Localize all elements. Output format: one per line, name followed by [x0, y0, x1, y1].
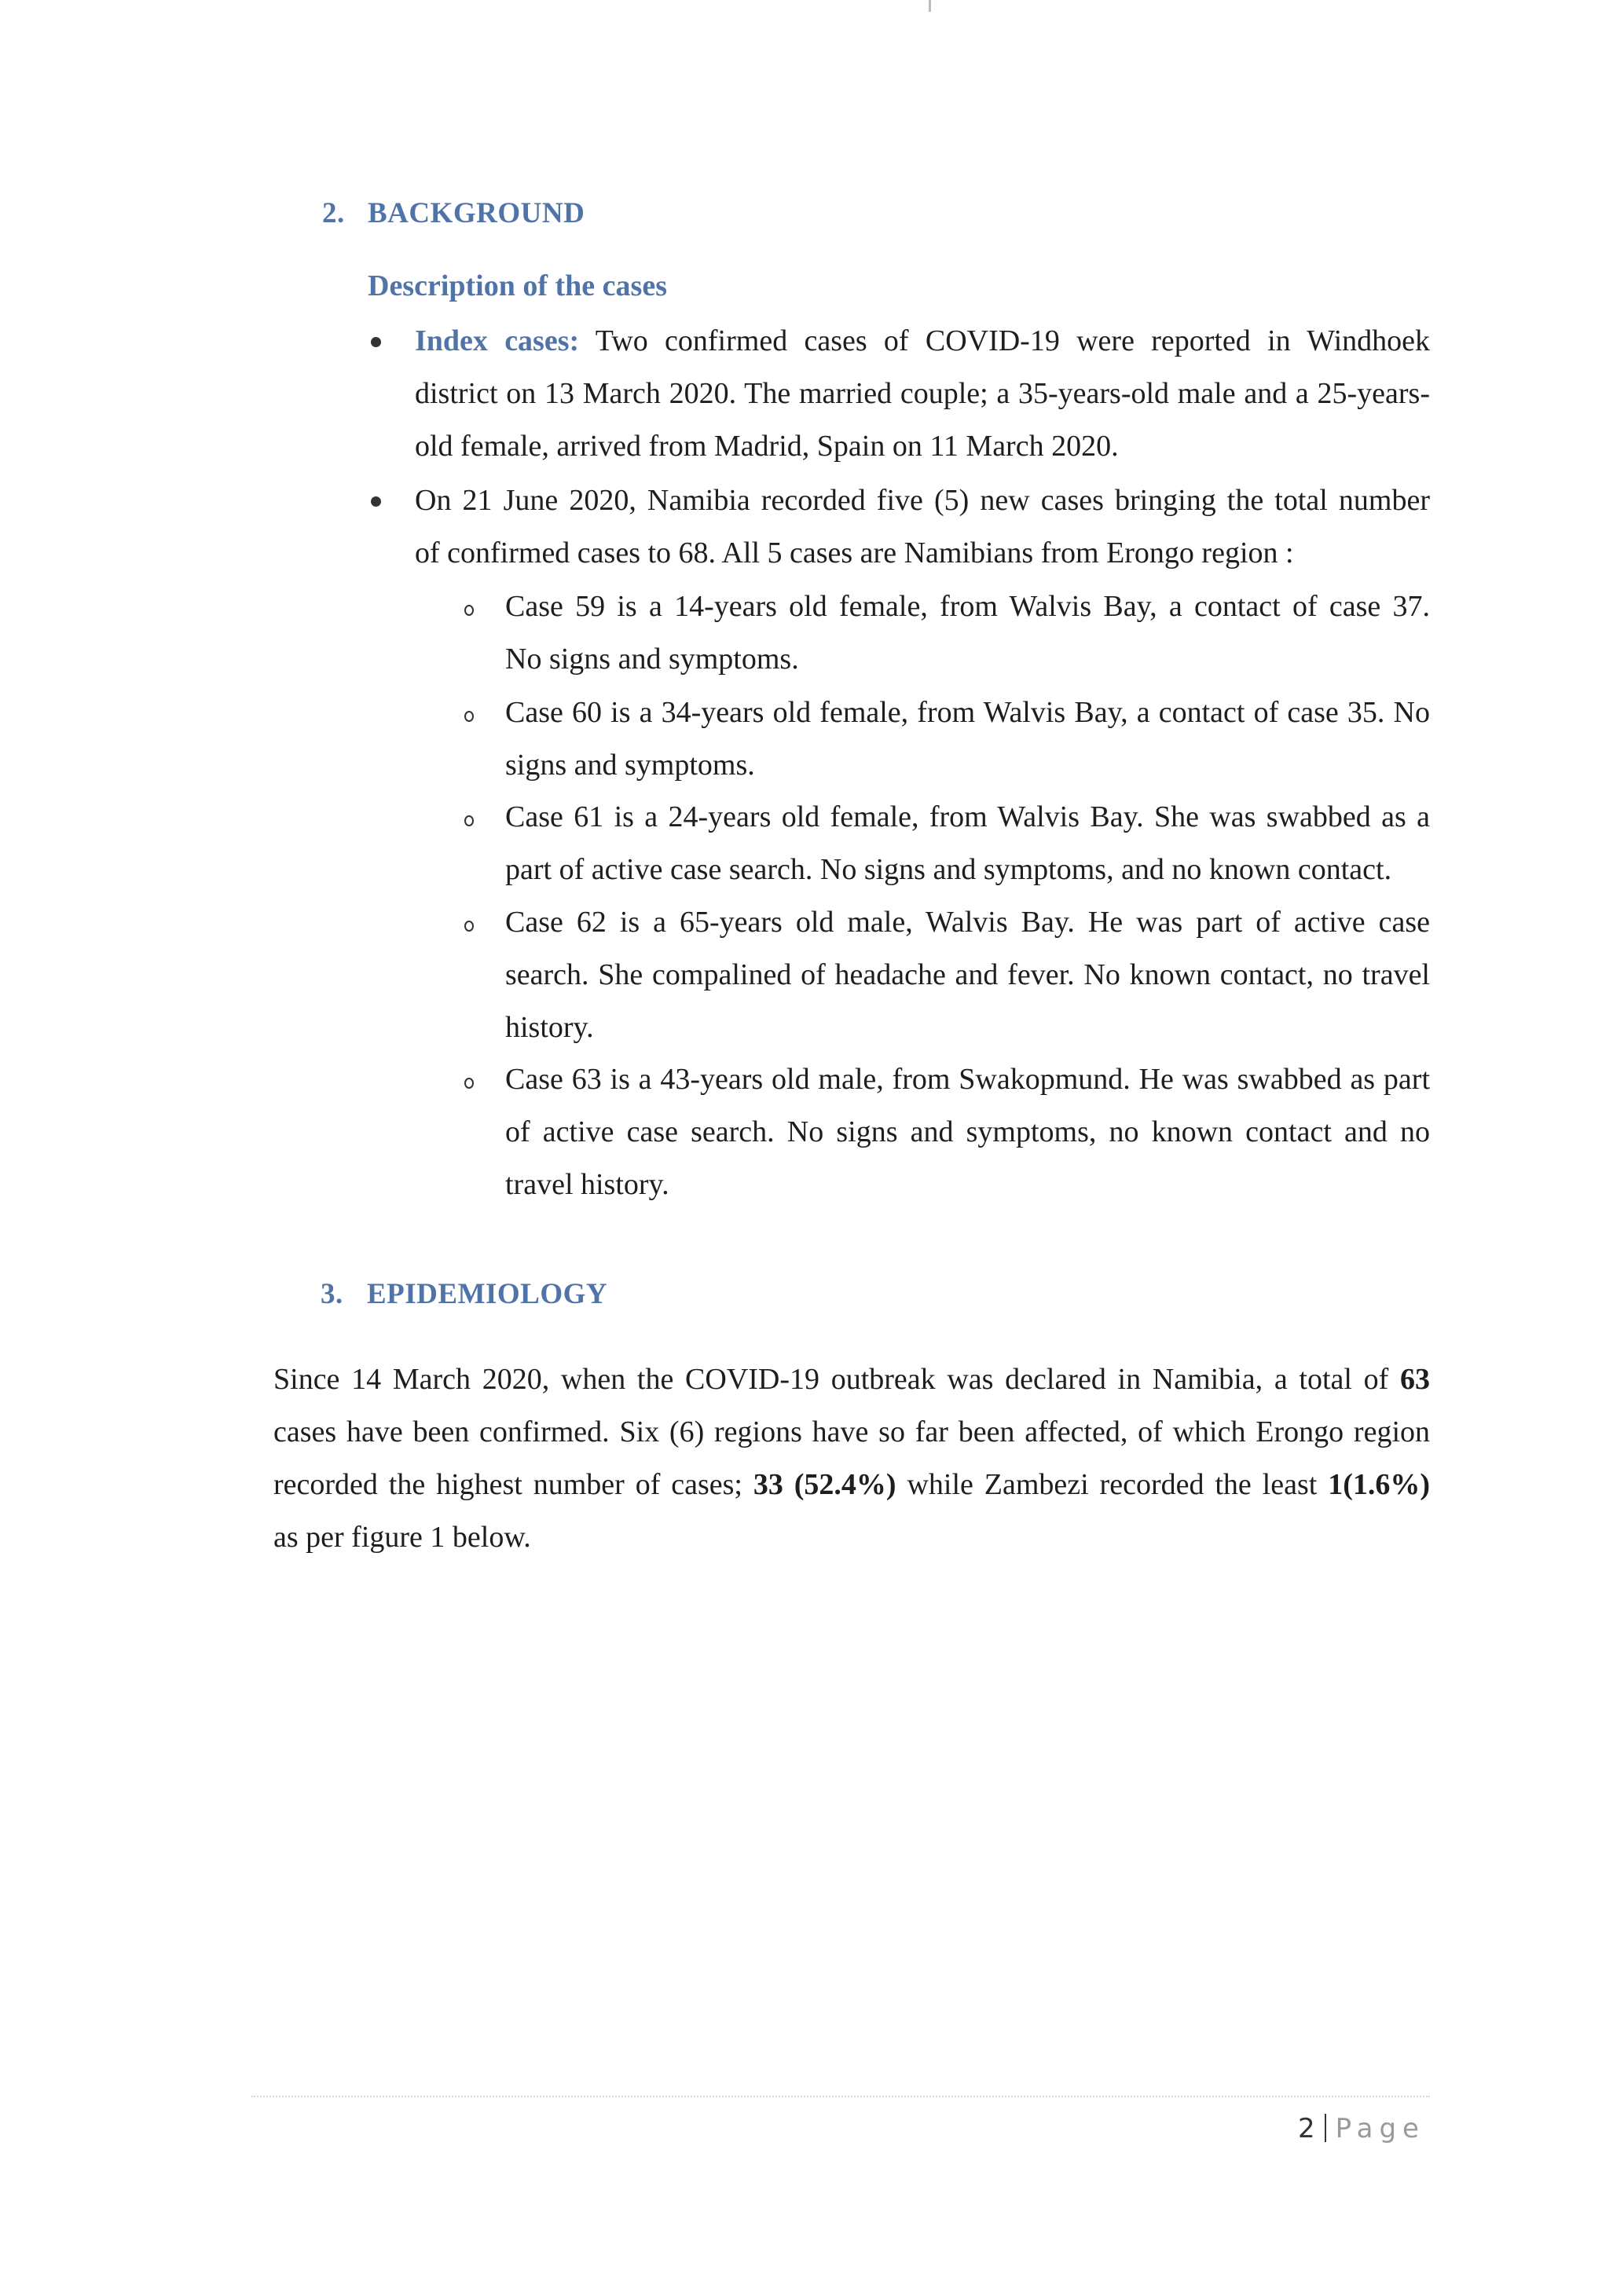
new-cases-line-1: On 21 June 2020, Namibia recorded five (5) new cases bringing the total number: [415, 484, 1430, 517]
scan-artifact: [929, 0, 931, 12]
index-cases-line-2: district on 13 March 2020. The married couple; a 35-years-old male and a 25-years-: [415, 377, 1430, 410]
circle-bullet-icon: [464, 815, 474, 826]
index-cases-line-1: [415, 324, 1430, 358]
epi-text: recorded the highest number of cases;: [273, 1468, 753, 1501]
footer-divider: [251, 2096, 1430, 2097]
total-cases-value: 63: [1400, 1363, 1430, 1396]
bullet-icon: [371, 337, 381, 347]
case-63-line-2: of active case search. No signs and symptoms, no known contact and no: [505, 1115, 1430, 1148]
index-cases-text: Two confirmed cases of COVID-19 were reported in Windhoek: [595, 324, 1430, 357]
epi-paragraph-line-3: [273, 1467, 1430, 1502]
section-3-title: EPIDEMIOLOGY: [367, 1278, 608, 1310]
circle-bullet-icon: [464, 711, 474, 722]
case-63-line-3: travel history.: [505, 1168, 669, 1201]
index-cases-label: Index cases:: [415, 324, 580, 357]
epi-paragraph-line-1: [273, 1362, 1430, 1397]
case-62-line-3: history.: [505, 1011, 594, 1044]
case-59-line-1: Case 59 is a 14-years old female, from Walvis Bay, a contact of case 37.: [505, 590, 1430, 623]
bullet-icon: [371, 496, 381, 507]
page-separator: [1325, 2114, 1326, 2142]
description-subheading: Description of the cases: [368, 269, 667, 302]
circle-bullet-icon: [464, 605, 474, 616]
case-62-line-2: search. She compalined of headache and fever. No known contact, no travel: [505, 958, 1430, 991]
epi-text: while Zambezi recorded the least: [896, 1468, 1329, 1501]
case-61-line-1: Case 61 is a 24-years old female, from Walvis Bay. She was swabbed as a: [505, 800, 1430, 833]
page-label: Page: [1335, 2113, 1425, 2144]
epi-text: Since 14 March 2020, when the COVID-19 outbreak was declared in Namibia, a total of: [273, 1363, 1400, 1396]
epi-paragraph-line-4: as per figure 1 below.: [273, 1521, 531, 1554]
case-63-line-1: Case 63 is a 43-years old male, from Swakopmund. He was swabbed as part: [505, 1063, 1430, 1096]
case-59-line-2: No signs and symptoms.: [505, 643, 799, 676]
new-cases-line-2: of confirmed cases to 68. All 5 cases are Namibians from Erongo region :: [415, 536, 1294, 569]
section-3-number: 3.: [321, 1278, 343, 1310]
page-footer: [1298, 2113, 1425, 2144]
case-61-line-2: part of active case search. No signs and symptoms, and no known contact.: [505, 853, 1392, 886]
erongo-cases-value: 33 (52.4%): [753, 1468, 896, 1501]
circle-bullet-icon: [464, 921, 474, 932]
epi-paragraph-line-2: cases have been confirmed. Six (6) regions have so far been affected, of which Erongo region: [273, 1415, 1430, 1448]
case-60-line-2: signs and symptoms.: [505, 749, 755, 782]
section-2-number: 2.: [322, 197, 345, 229]
circle-bullet-icon: [464, 1078, 474, 1089]
section-2-title: BACKGROUND: [368, 197, 585, 229]
case-60-line-1: Case 60 is a 34-years old female, from Walvis Bay, a contact of case 35. No: [505, 696, 1430, 729]
index-cases-line-3: old female, arrived from Madrid, Spain on 11 March 2020.: [415, 430, 1119, 463]
case-62-line-1: Case 62 is a 65-years old male, Walvis Bay. He was part of active case: [505, 906, 1430, 939]
zambezi-cases-value: 1(1.6%): [1328, 1468, 1430, 1501]
page-number: 2: [1298, 2113, 1315, 2144]
